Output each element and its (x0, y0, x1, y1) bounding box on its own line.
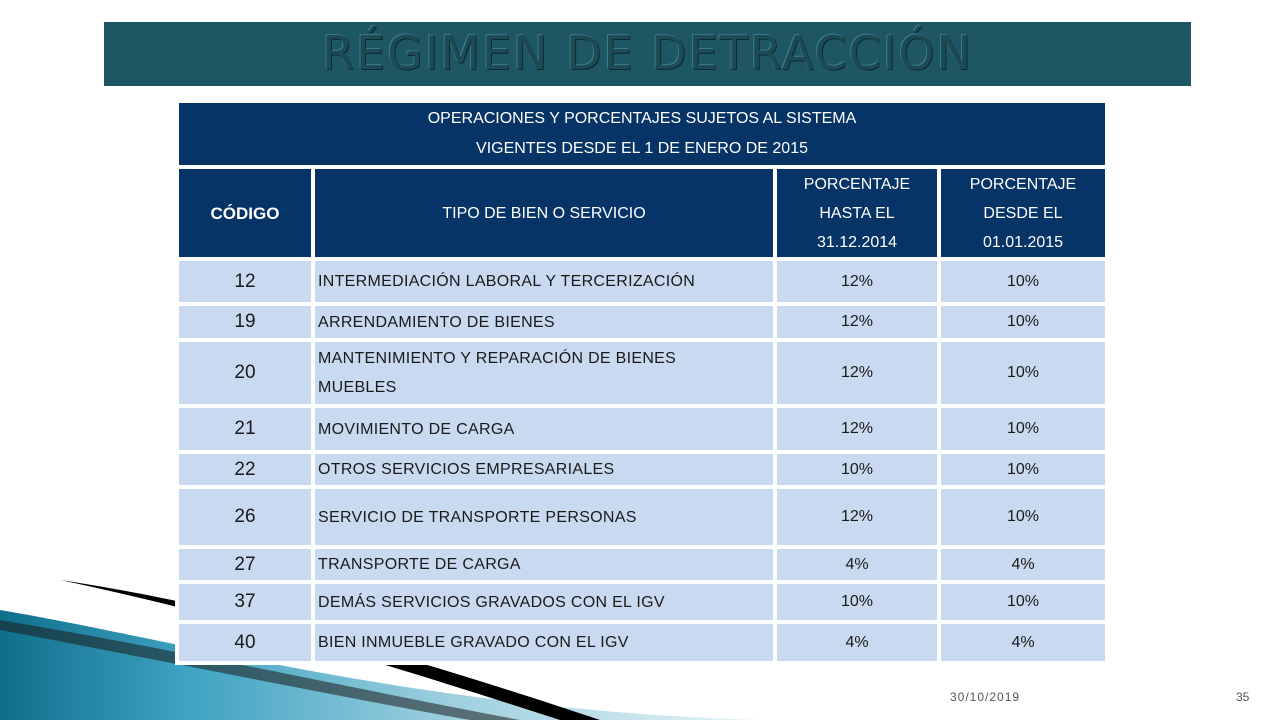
row-pct-until: 4% (777, 624, 937, 661)
row-code: 20 (179, 342, 311, 404)
row-code: 40 (179, 624, 311, 661)
header-pct-from-line: DESDE EL (983, 204, 1063, 222)
row-pct-until: 12% (777, 408, 937, 450)
row-type: MANTENIMIENTO Y REPARACIÓN DE BIENES MUEBLES (315, 342, 773, 404)
row-code: 26 (179, 489, 311, 545)
row-type: INTERMEDIACIÓN LABORAL Y TERCERIZACIÓN (315, 261, 773, 302)
header-pct-until-line: PORCENTAJE (803, 175, 911, 193)
title-bar (104, 22, 1191, 86)
slide-title: RÉGIMEN DE DETRACCIÓN (322, 26, 973, 80)
table-row (179, 408, 1105, 450)
header-pct-from-line: PORCENTAJE (969, 175, 1077, 193)
header-pct-until (777, 169, 937, 257)
row-code: 19 (179, 306, 311, 338)
row-type: TRANSPORTE DE CARGA (315, 549, 773, 580)
row-type: BIEN INMUEBLE GRAVADO CON EL IGV (315, 624, 773, 661)
detraction-table (175, 99, 1109, 665)
row-pct-from: 10% (941, 408, 1105, 450)
row-pct-until: 12% (777, 261, 937, 302)
row-pct-from: 10% (941, 306, 1105, 338)
row-type: OTROS SERVICIOS EMPRESARIALES (315, 454, 773, 485)
header-type: TIPO DE BIEN O SERVICIO (315, 169, 773, 257)
detraction-table-container (175, 99, 1101, 665)
row-pct-from: 10% (941, 489, 1105, 545)
table-caption-line2: VIGENTES DESDE EL 1 DE ENERO DE 2015 (476, 140, 808, 157)
row-pct-until: 12% (777, 342, 937, 404)
row-type: MOVIMIENTO DE CARGA (315, 408, 773, 450)
row-pct-from: 4% (941, 549, 1105, 580)
row-pct-from: 10% (941, 261, 1105, 302)
row-pct-until: 10% (777, 584, 937, 620)
row-pct-from: 10% (941, 584, 1105, 620)
row-type: DEMÁS SERVICIOS GRAVADOS CON EL IGV (315, 584, 773, 620)
table-row (179, 454, 1105, 485)
table-row (179, 261, 1105, 302)
header-pct-from (941, 169, 1105, 257)
row-pct-from: 10% (941, 454, 1105, 485)
table-caption-line1: OPERACIONES Y PORCENTAJES SUJETOS AL SISTEMA (427, 110, 857, 127)
row-code: 27 (179, 549, 311, 580)
row-pct-until: 4% (777, 549, 937, 580)
table-caption (179, 103, 1105, 165)
table-row (179, 489, 1105, 545)
header-pct-until-line: HASTA EL (819, 204, 895, 222)
row-code: 12 (179, 261, 311, 302)
row-pct-until: 12% (777, 489, 937, 545)
table-row (179, 584, 1105, 620)
row-pct-until: 12% (777, 306, 937, 338)
row-code: 22 (179, 454, 311, 485)
table-row (179, 306, 1105, 338)
slide-date: 30/10/2019 (950, 690, 1021, 704)
header-code: CÓDIGO (179, 169, 311, 257)
row-pct-until: 10% (777, 454, 937, 485)
row-type: SERVICIO DE TRANSPORTE PERSONAS (315, 489, 773, 545)
row-code: 37 (179, 584, 311, 620)
table-row (179, 549, 1105, 580)
row-pct-from: 10% (941, 342, 1105, 404)
row-pct-from: 4% (941, 624, 1105, 661)
table-row (179, 342, 1105, 404)
header-pct-until-line: 31.12.2014 (816, 233, 898, 251)
row-code: 21 (179, 408, 311, 450)
table-row (179, 624, 1105, 661)
header-pct-from-line: 01.01.2015 (982, 233, 1064, 251)
slide-page-number: 35 (1236, 690, 1250, 704)
row-type: ARRENDAMIENTO DE BIENES (315, 306, 773, 338)
